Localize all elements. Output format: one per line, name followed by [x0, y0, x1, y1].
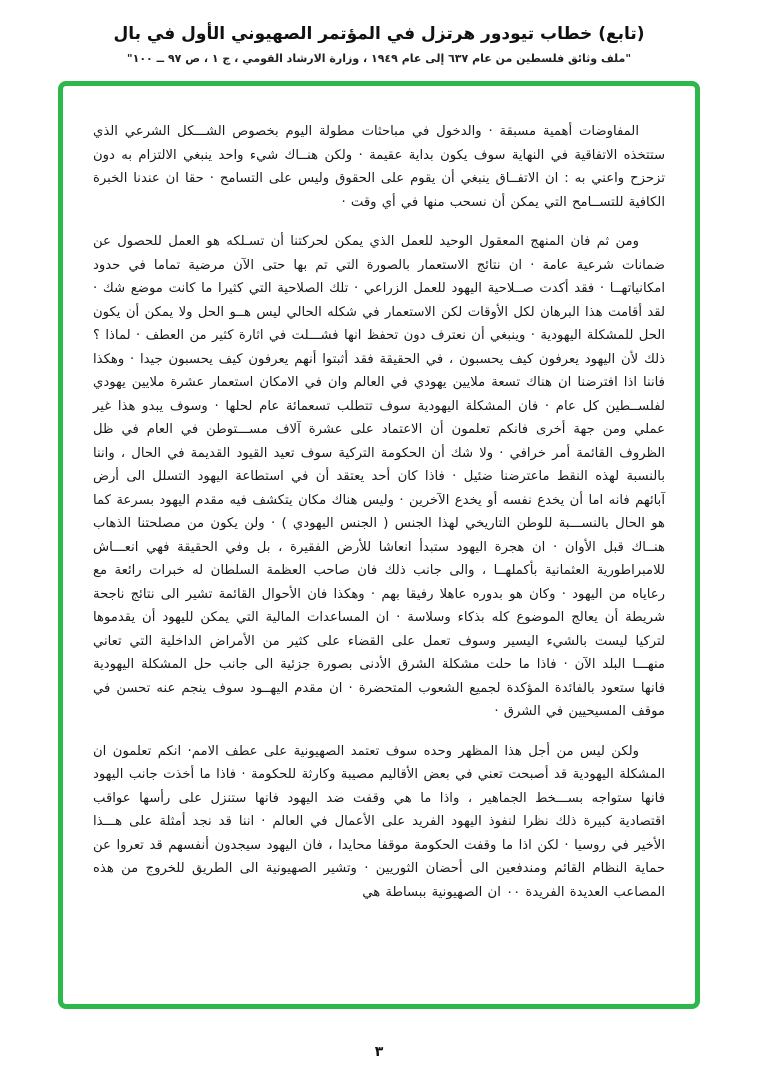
- paragraph-1: المفاوضات أهمية مسبقة · والدخول في مباحثات مطولة اليوم بخصوص الشـــكل الشرعي الذي ستتخذه الاتفاقية في النهاية سوف يكون بداية عقيمة · ولكن هنــاك شيء واحد ينبغي الالتزام به دون تزحزح واعني به : ان الاتفــاق ينبغي أن يقوم على الحقوق وليس على التسامح · حقا ان عندنا الخبرة الكافية للتســامح التي يمكن أن نسحب منها في أي وقت ·: [93, 124, 665, 210]
- document-source-line: "ملف وثائق فلسطين من عام ٦٣٧ إلى عام ١٩٤٩ ، وزارة الارشاد القومي ، ج ١ ، ص ٩٧ ــ ١٠٠": [126, 52, 632, 65]
- document-header: [0, 0, 758, 65]
- content-frame: [58, 81, 700, 1009]
- paragraph-3: ولكن ليس من أجل هذا المظهر وحده سوف تعتمد الصهيونية على عطف الامم· انكم تعلمون ان المشكلة اليهودية قد أصبحت تعني في بعض الأقاليم مصيبة وكارثة للحكومة · فاذا ما أخذت جانب اليهود فانها ستواجه بســـخط الجماهير ، واذا ما هي وقفت ضد اليهود فانها ستنزل على رأسها عواقب اقتصادية كبيرة ذلك نظرا لنفوذ اليهود الفريد على الأعمال في العالم · اننا قد نجد أمثلة على هـــذا الأخير في روسيا · لكن اذا ما وقفت الحكومة موقفا محايدا ، فان اليهود سيجدون أنفسهم قد تعروا عن حماية النظام القائم ومندفعين الى أحضان الثوريين · وتشير الصهيونية الى الطريق للخروج من هذه المصاعب العديدة الفريدة ٠٠ ان الصهيونية ببساطة هي: [93, 743, 665, 900]
- page-footer: [0, 1044, 758, 1060]
- body-text: [93, 120, 665, 904]
- document-title: (تابع) خطاب تيودور هرتزل في المؤتمر الصهيوني الأول في بال: [113, 24, 645, 44]
- paragraph-2: ومن ثم فان المنهج المعقول الوحيد للعمل الذي يمكن لحركتنا أن تسـلكه هو العمل للحصول عن ضمانات شرعية عامة · ان نتائج الاستعمار بالصورة التي تم بها حتى الآن مرضية تماما في حدود امكانياتهــا · فقد أكدت صــلاحية اليهود للعمل الزراعي · تلك الصلاحية التي كثيرا ما كانت موضع شك · لقد أقامت هذا البرهان لكل الأوقات لكن الاستعمار في شكله الحالي ليس هــو الحل ولا يمكن أن يكون الحل للمشكلة اليهودية · وينبغي أن نعترف دون تحفظ انها فشـــلت في اثارة كثير من العطف · لماذا ؟ ذلك لأن اليهود يعرفون كيف يحسبون ، في الحقيقة فقد أثبتوا أنهم يعرفون كيف يحسبون جيدا · وهكذا فاننا اذا افترضنا ان هناك تسعة ملايين يهودي في العالم وان في الامكان استعمار عشرة ملايين يهودي لفلســطين كل عام · فان المشكلة اليهودية سوف تتطلب تسعمائة عام لحلها · وسوف يبدو هذا غير عملي ومن جهة أخرى فانكم تعلمون أن الاعتماد على عشرة آلاف مســـتوطن في العام في ظل الظروف القائمة أمر خرافي · ولا شك أن الحكومة التركية سوف تعيد القيود القديمة في الحال ، واننا بالنسبة لهذه النقط ماعترضنا ضئيل · فاذا كان أحد يعتقد أن في استطاعة اليهود التسلل الى أرض آبائهم فانه اما أن يخدع نفسه أو يخدع الآخرين · وليس هناك مكان يتكشف فيه مقدم اليهود بسرعة كما هو الحال بالنســـبة للوطن التاريخي لهذا الجنس ( الجنس اليهودي ) · ولن يكون من مصلحتنا الذهاب هنــاك قبل الأوان · ان هجرة اليهود ستبدأ انعاشا للأرض الفقيرة ، بل وفي الحقيقة فهي انعـــاش للامبراطورية العثمانية بأكملهــا ، والى جانب ذلك فان صاحب العظمة السلطان له خبرات رائعة مع رعاياه من اليهود · وكان هو بدوره عاهلا رفيقا بهم · وهكذا فان الأحوال القائمة تشير الى نتائج ناجحة شريطة أن يعالج الموضوع كله بذكاء وسلاسة · ان المساعدات المالية التي يمكن لليهود أن يقدموها لتركيا ليست بالشيء اليسير وسوف تعمل على القضاء على كثير من الأمراض الداخلية التي تعاني منهـــا البلد الآن · فاذا ما حلت مشكلة الشرق الأدنى بصورة جزئية الى جانب حل المشكلة اليهودية فانها ستعود بالفائدة المؤكدة لجميع الشعوب المتحضرة · ان مقدم اليهــود سوف ينجم عنه تحسن في موقف المسيحيين في الشرق ·: [93, 234, 665, 719]
- page-number: ٣: [374, 1044, 384, 1060]
